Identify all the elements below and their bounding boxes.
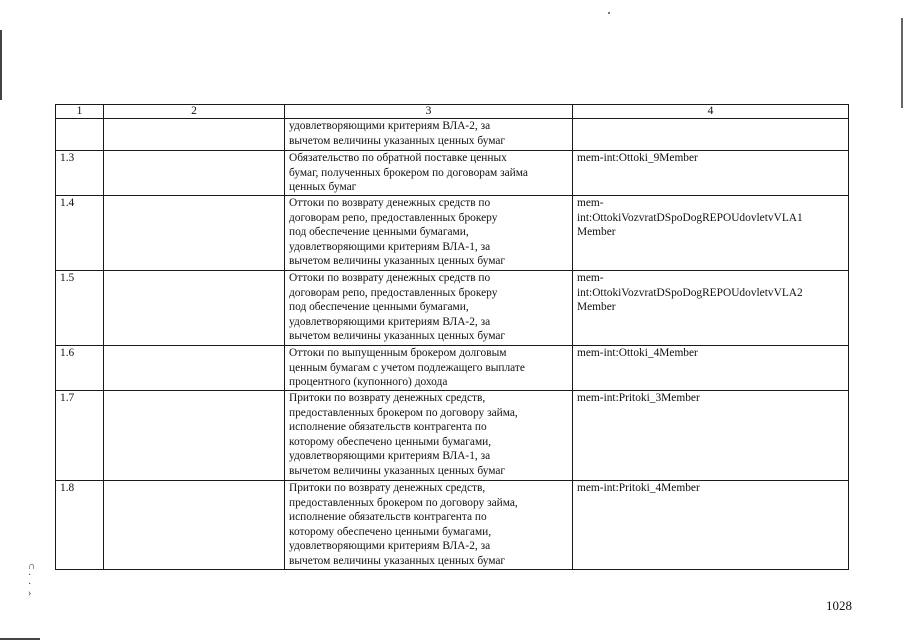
table-row bbox=[56, 119, 849, 151]
scan-artifact-left bbox=[0, 30, 2, 100]
page-number: 1028 bbox=[826, 598, 852, 613]
column-header: 3 bbox=[285, 105, 573, 119]
scan-artifact-dot bbox=[608, 12, 610, 14]
row-member: mem-int:Ottoki_9Member bbox=[573, 151, 849, 196]
row-member: mem- int:OttokiVozvratDSpoDogREPOUdovletvVLA2 Member bbox=[573, 271, 849, 346]
margin-mark: · bbox=[28, 579, 32, 590]
table-row bbox=[56, 151, 849, 196]
row-description: Оттоки по возврату денежных средств по договорам репо, предоставленных брокеру под обеспечение ценными бумагами, удовлетворяющими критериям ВЛА-1, за вычетом величины указанных ценных бумаг bbox=[285, 196, 573, 271]
row-number: 1.8 bbox=[56, 481, 104, 570]
row-col2 bbox=[104, 196, 285, 271]
row-number: 1.4 bbox=[56, 196, 104, 271]
row-col2 bbox=[104, 481, 285, 570]
row-member: mem-int:Ottoki_4Member bbox=[573, 346, 849, 391]
row-col2 bbox=[104, 391, 285, 481]
table-row bbox=[56, 346, 849, 391]
row-description: Притоки по возврату денежных средств, предоставленных брокером по договору займа, исполнение обязательств контрагента по которому обеспечено ценными бумагами, удовлетворяющими критериям ВЛА-2, за вычетом величины указанных ценных бумаг bbox=[285, 481, 573, 570]
column-header: 2 bbox=[104, 105, 285, 119]
table-row bbox=[56, 481, 849, 570]
row-col2 bbox=[104, 119, 285, 151]
row-description: Оттоки по возврату денежных средств по договорам репо, предоставленных брокеру под обеспечение ценными бумагами, удовлетворяющими критериям ВЛА-2, за вычетом величины указанных ценных бумаг bbox=[285, 271, 573, 346]
row-description: Оттоки по выпущенным брокером долговым ценным бумагам с учетом подлежащего выплате процентного (купонного) дохода bbox=[285, 346, 573, 391]
row-number: 1.7 bbox=[56, 391, 104, 481]
row-col2 bbox=[104, 151, 285, 196]
member-mapping-table bbox=[55, 104, 849, 570]
margin-mark: › bbox=[28, 588, 32, 599]
row-member: mem-int:Pritoki_4Member bbox=[573, 481, 849, 570]
margin-mark: · bbox=[28, 570, 32, 581]
row-number: 1.3 bbox=[56, 151, 104, 196]
row-member bbox=[573, 119, 849, 151]
table-row bbox=[56, 271, 849, 346]
row-col2 bbox=[104, 271, 285, 346]
margin-mark: ∩ bbox=[28, 561, 36, 572]
row-number: 1.5 bbox=[56, 271, 104, 346]
table-row bbox=[56, 196, 849, 271]
row-number bbox=[56, 119, 104, 151]
row-col2 bbox=[104, 346, 285, 391]
row-member: mem- int:OttokiVozvratDSpoDogREPOUdovletvVLA1 Member bbox=[573, 196, 849, 271]
scan-artifact-right bbox=[901, 18, 903, 108]
column-header: 1 bbox=[56, 105, 104, 119]
row-number: 1.6 bbox=[56, 346, 104, 391]
row-member: mem-int:Pritoki_3Member bbox=[573, 391, 849, 481]
row-description: удовлетворяющими критериям ВЛА-2, за вычетом величины указанных ценных бумаг bbox=[285, 119, 573, 151]
table-header-row bbox=[56, 105, 849, 119]
row-description: Обязательство по обратной поставке ценных бумаг, полученных брокером по договорам займа ценных бумаг bbox=[285, 151, 573, 196]
row-description: Притоки по возврату денежных средств, предоставленных брокером по договору займа, исполнение обязательств контрагента по которому обеспечено ценными бумагами, удовлетворяющими критериям ВЛА-1, за вычетом величины указанных ценных бумаг bbox=[285, 391, 573, 481]
table-row bbox=[56, 391, 849, 481]
margin-marks bbox=[28, 562, 40, 598]
column-header: 4 bbox=[573, 105, 849, 119]
